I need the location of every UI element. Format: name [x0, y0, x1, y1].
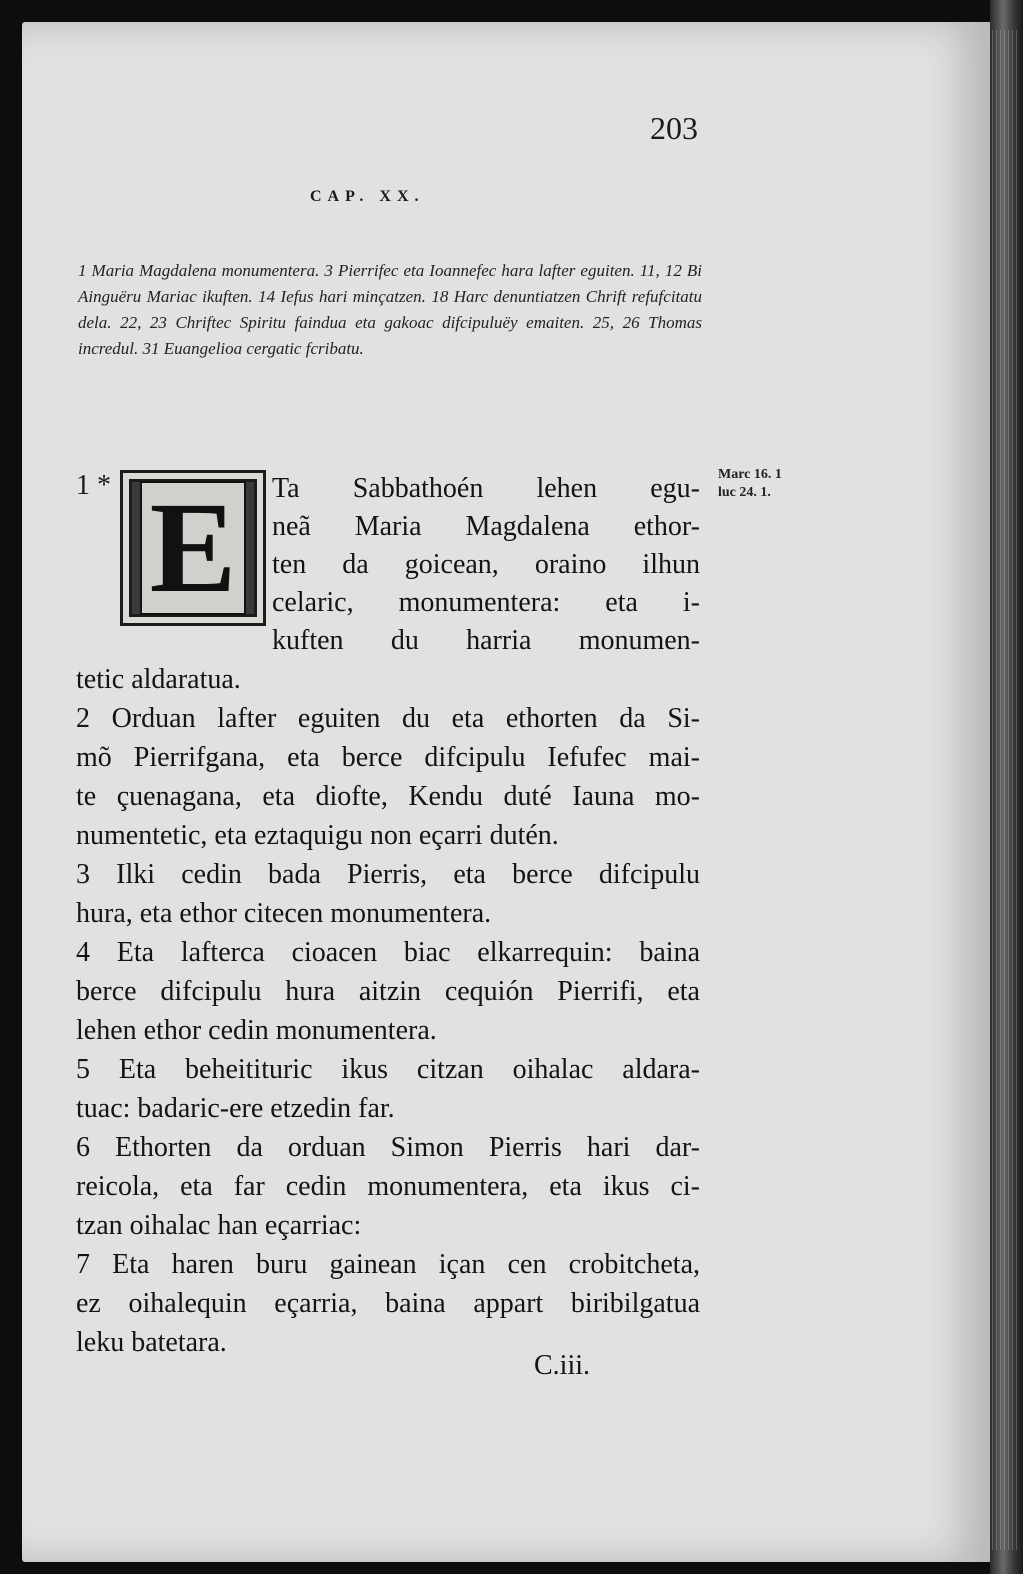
signature-mark: C.iii.	[534, 1350, 591, 1381]
text-line: neã Maria Magdalena ethor-	[272, 511, 700, 542]
text-line: 6 Ethorten da orduan Simon Pierris hari dar-	[76, 1132, 700, 1163]
text-line: ez oihalequin eçarria, baina appart biribilgatua	[76, 1288, 700, 1319]
text-line: numentetic, eta eztaquigu non eçarri dutén.	[76, 820, 559, 851]
chapter-heading: CAP. XX.	[310, 188, 425, 205]
chapter-summary: 1 Maria Magdalena monumentera. 3 Pierrifec eta Ioannefec hara lafter eguiten. 11, 12 Bi Ainguëru Mariac ikuften. 14 Iefus hari minçatzen. 18 Harc denuntiatzen Chrift refufcitatu dela. 22, 23 Chriftec Spiritu faindua eta gakoac difcipuluëy emaiten. 25, 26 Thomas incredul. 31 Euangelioa cergatic fcribatu.	[78, 261, 702, 358]
initial-letter: E	[140, 481, 247, 615]
text-line: tuac: badaric-ere etzedin far.	[76, 1093, 395, 1124]
text-line: mõ Pierrifgana, eta berce difcipulu Iefufec mai-	[76, 742, 700, 773]
body-text	[76, 660, 700, 1362]
text-line: 2 Orduan lafter eguiten du eta ethorten da Si-	[76, 703, 700, 734]
text-line: kuften du harria monumen-	[272, 625, 700, 656]
margin-reference-line: luc 24. 1.	[718, 485, 771, 500]
text-line: tzan oihalac han eçarriac:	[76, 1210, 362, 1241]
page-edges	[992, 30, 1017, 1550]
text-line: te çuenagana, eta diofte, Kendu duté Iauna mo-	[76, 781, 700, 812]
text-line: 7 Eta haren buru gainean içan cen crobitcheta,	[76, 1249, 700, 1280]
text-line: celaric, monumentera: eta i-	[272, 587, 700, 618]
text-line: 3 Ilki cedin bada Pierris, eta berce difcipulu	[76, 859, 700, 890]
text-line: 4 Eta lafterca cioacen biac elkarrequin: baina	[76, 937, 700, 968]
text-line: tetic aldaratua.	[76, 664, 241, 695]
verse-marker: 1 *	[76, 470, 111, 501]
text-line: Ta Sabbathoén lehen egu-	[272, 473, 700, 504]
decorated-initial	[120, 470, 266, 626]
text-line: leku batetara.	[76, 1327, 227, 1358]
text-line: hura, eta ethor citecen monumentera.	[76, 898, 492, 929]
margin-reference-line: Marc 16. 1	[718, 467, 782, 482]
margin-reference	[718, 466, 828, 502]
text-line: lehen ethor cedin monumentera.	[76, 1015, 437, 1046]
text-line: reicola, eta far cedin monumentera, eta ikus ci-	[76, 1171, 700, 1202]
text-line: berce difcipulu hura aitzin cequión Pierrifi, eta	[76, 976, 700, 1007]
text-line: 5 Eta beheitituric ikus citzan oihalac aldara-	[76, 1054, 700, 1085]
page-number: 203	[650, 110, 698, 146]
text-line: ten da goicean, oraino ilhun	[272, 549, 700, 580]
